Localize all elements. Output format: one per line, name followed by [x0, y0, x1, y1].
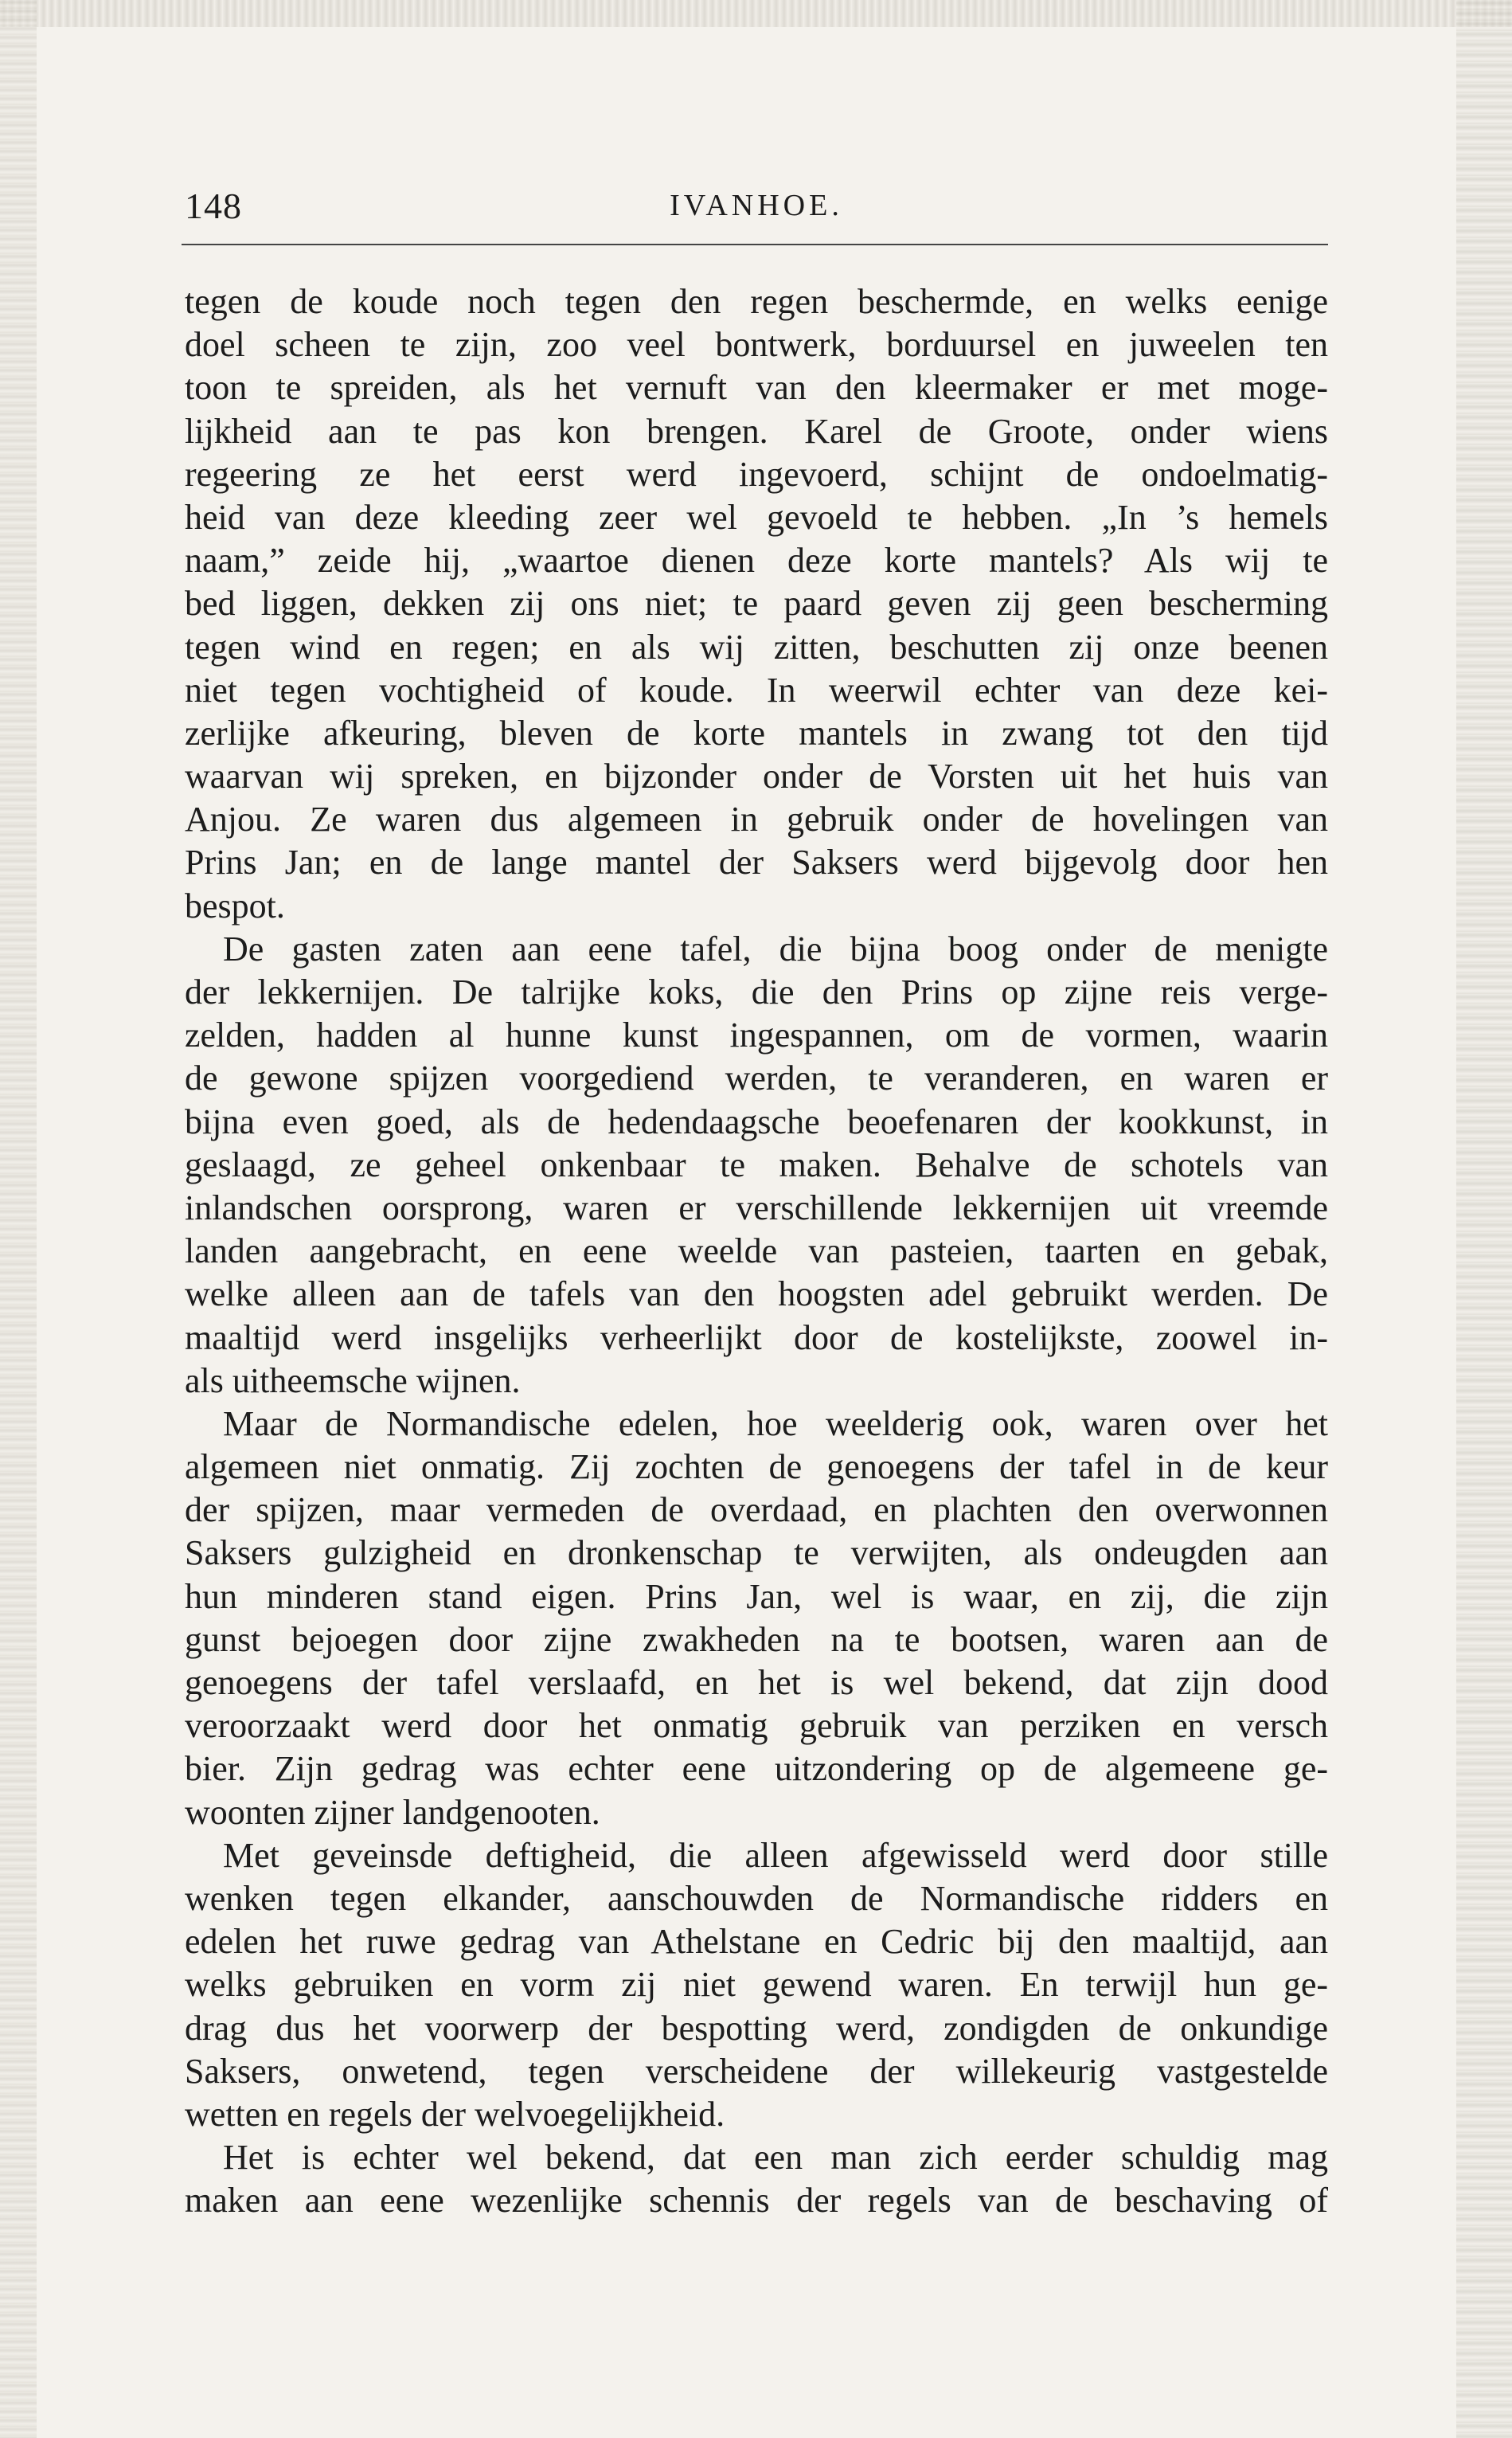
- page-left-edge: [0, 0, 37, 2438]
- text-line: heid van deze kleeding zeer wel gevoeld te hebben. „In ’s hemels: [185, 497, 1328, 537]
- text-line: welke alleen aan de tafels van den hoogsten adel gebruikt werden. De: [185, 1274, 1328, 1314]
- text-line: tegen wind en regen; en als wij zitten, beschutten zij onze beenen: [185, 627, 1328, 667]
- text-line: drag dus het voorwerp der bespotting werd, zondigden de onkundige: [185, 2008, 1328, 2048]
- body-text: [185, 280, 1328, 2222]
- text-line: zerlijke afkeuring, bleven de korte mantels in zwang tot den tijd: [185, 713, 1328, 753]
- text-line: maaltijd werd insgelijks verheerlijkt door de kostelijkste, zoowel in-: [185, 1317, 1328, 1357]
- text-line: toon te spreiden, als het vernuft van den kleermaker er met moge-: [185, 368, 1328, 408]
- text-line: Met geveinsde deftigheid, die alleen afgewisseld werd door stille: [223, 1835, 1328, 1875]
- page-number: 148: [185, 186, 242, 226]
- text-line: naam,” zeide hij, „waartoe dienen deze korte mantels? Als wij te: [185, 541, 1328, 581]
- text-line: maken aan eene wezenlijke schennis der regels van de beschaving of: [185, 2181, 1328, 2221]
- text-line: woonten zijner landgenooten.: [185, 1792, 600, 1832]
- text-line: zelden, hadden al hunne kunst ingespannen, om de vormen, waarin: [185, 1016, 1328, 1055]
- text-line: wetten en regels der welvoegelijkheid.: [185, 2094, 725, 2134]
- text-line: algemeen niet onmatig. Zij zochten de genoegens der tafel in de keur: [185, 1447, 1328, 1487]
- text-line: wenken tegen elkander, aanschouwden de Normandische ridders en: [185, 1878, 1328, 1918]
- page-right-edge: [1456, 0, 1512, 2438]
- text-line: welks gebruiken en vorm zij niet gewend waren. En terwijl hun ge-: [185, 1965, 1328, 2005]
- text-line: Saksers gulzigheid en dronkenschap te verwijten, als ondeugden aan: [185, 1533, 1328, 1573]
- text-line: der lekkernijen. De talrijke koks, die den Prins op zijne reis verge-: [185, 972, 1328, 1012]
- text-line: Het is echter wel bekend, dat een man zich eerder schuldig mag: [223, 2138, 1328, 2178]
- text-line: der spijzen, maar vermeden de overdaad, en plachten den overwonnen: [185, 1490, 1328, 1530]
- text-line: doel scheen te zijn, zoo veel bontwerk, borduursel en juweelen ten: [185, 325, 1328, 365]
- text-line: tegen de koude noch tegen den regen beschermde, en welks eenige: [185, 282, 1328, 321]
- text-line: veroorzaakt werd door het onmatig gebruik van perziken en versch: [185, 1706, 1328, 1746]
- text-line: Saksers, onwetend, tegen verscheidene der willekeurig vastgestelde: [185, 2051, 1328, 2091]
- text-line: de gewone spijzen voorgediend werden, te veranderen, en waren er: [185, 1059, 1328, 1098]
- header-rule: [182, 244, 1328, 245]
- text-line: bier. Zijn gedrag was echter eene uitzondering op de algemeene ge-: [185, 1749, 1328, 1789]
- text-line: waarvan wij spreken, en bijzonder onder de Vorsten uit het huis van: [185, 757, 1328, 796]
- text-line: bespot.: [185, 886, 285, 926]
- page-header: [185, 185, 1328, 236]
- text-line: Anjou. Ze waren dus algemeen in gebruik onder de hovelingen van: [185, 800, 1328, 839]
- text-line: regeering ze het eerst werd ingevoerd, schijnt de ondoelmatig-: [185, 454, 1328, 494]
- text-line: landen aangebracht, en eene weelde van pasteien, taarten en gebak,: [185, 1231, 1328, 1271]
- text-line: inlandschen oorsprong, waren er verschillende lekkernijen uit vreemde: [185, 1188, 1328, 1227]
- text-line: geslaagd, ze geheel onkenbaar te maken. Behalve de schotels van: [185, 1145, 1328, 1184]
- page-top-edge: [0, 0, 1512, 27]
- running-head: IVANHOE.: [670, 189, 843, 222]
- text-line: lijkheid aan te pas kon brengen. Karel de Groote, onder wiens: [185, 411, 1328, 451]
- text-line: Maar de Normandische edelen, hoe weelderig ook, waren over het: [223, 1403, 1328, 1443]
- text-line: bed liggen, dekken zij ons niet; te paard geven zij geen bescherming: [185, 584, 1328, 624]
- text-line: gunst bejoegen door zijne zwakheden na te bootsen, waren aan de: [185, 1619, 1328, 1659]
- text-line: edelen het ruwe gedrag van Athelstane en Cedric bij den maaltijd, aan: [185, 1922, 1328, 1962]
- text-line: bijna even goed, als de hedendaagsche beoefenaren der kookkunst, in: [185, 1102, 1328, 1141]
- text-line: genoegens der tafel verslaafd, en het is wel bekend, dat zijn dood: [185, 1663, 1328, 1702]
- text-line: hun minderen stand eigen. Prins Jan, wel is waar, en zij, die zijn: [185, 1576, 1328, 1616]
- text-line: niet tegen vochtigheid of koude. In weerwil echter van deze kei-: [185, 670, 1328, 710]
- text-line: Prins Jan; en de lange mantel der Saksers werd bijgevolg door hen: [185, 843, 1328, 882]
- text-line: als uitheemsche wijnen.: [185, 1360, 521, 1400]
- text-line: De gasten zaten aan eene tafel, die bijna boog onder de menigte: [223, 929, 1328, 969]
